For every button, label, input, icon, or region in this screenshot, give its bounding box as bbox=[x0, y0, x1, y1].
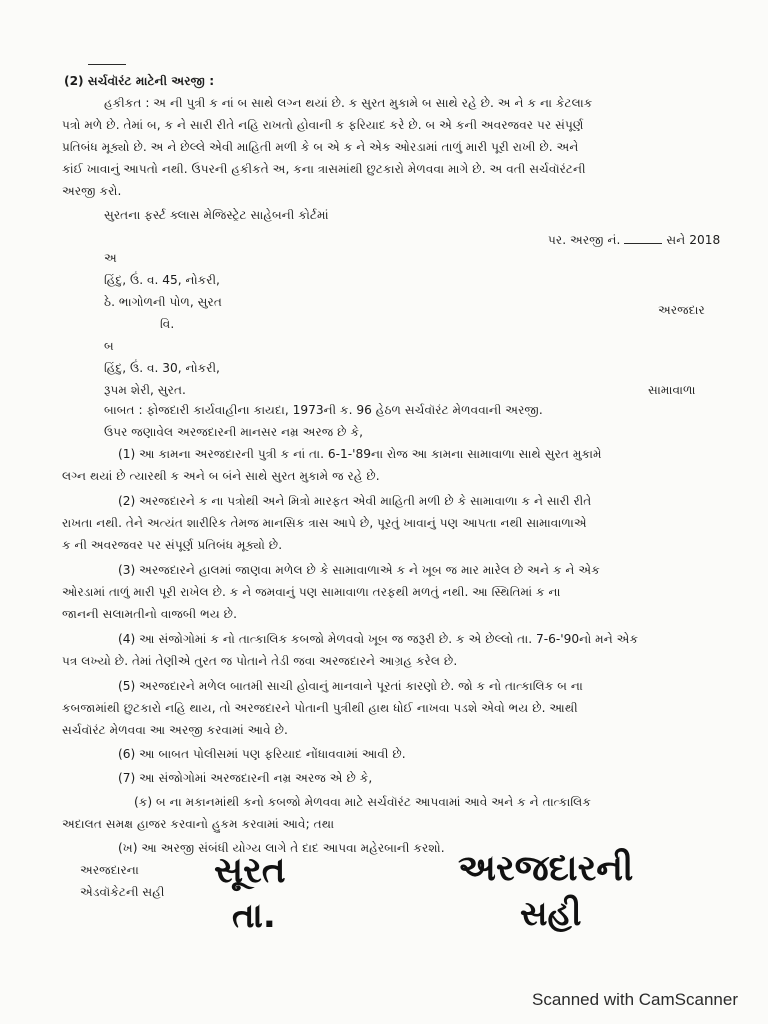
respondent-name: બ bbox=[104, 339, 114, 353]
facts-line-4: કાંઈ ખાવાનું આપતો નથી. ઉપરની હકીકતે અ, કના ત્રાસમાંથી છુટકારો મેળવવા માગે છે. અ વતી સર્ચવૉરંટની bbox=[62, 162, 586, 176]
point-5a: (5) અરજદારને મળેલ બાતમી સાચી હોવાનું માનવાને પૂરતાં કારણો છે. જો ક નો તાત્કાલિક બ ના bbox=[118, 679, 583, 693]
applicant-signature-label: અરજદારની bbox=[458, 848, 634, 889]
applicant-address: ઠે. ભાગોળની પોળ, સુરત bbox=[104, 295, 222, 309]
applicant-details: હિંદુ, ઉં. વ. 45, નોકરી, bbox=[104, 273, 220, 287]
facts-line-2: પત્રો મળે છે. તેમાં બ, ક ને સારી રીતે નહિ રાખતો હોવાની ક ફરિયાદ કરે છે. બ એ કની અવરજવર પર સંપૂર્ણ bbox=[62, 118, 584, 132]
case-number bbox=[548, 232, 720, 249]
respondent-details: હિંદુ, ઉં. વ. 30, નોકરી, bbox=[104, 361, 220, 375]
subject-line: બાબત : ફોજદારી કાર્યવાહીના કાયદા, 1973ની ક. 96 હેઠળ સર્ચવૉરંટ મેળવવાની અરજી. bbox=[104, 403, 543, 417]
prayer-ka-a: (ક) બ ના મકાનમાંથી કનો કબજો મેળવવા માટે સર્ચવૉરંટ આપવામાં આવે અને ક ને તાત્કાલિક bbox=[134, 795, 591, 809]
section-heading: (2) સર્ચવૉરંટ માટેની અરજી : bbox=[64, 74, 215, 88]
court-name: સુરતના ફર્સ્ટ ક્લાસ મેજિસ્ટ્રેટ સાહેબની કોર્ટમાં bbox=[104, 208, 329, 222]
applicant-role: અરજદાર bbox=[658, 303, 705, 317]
point-6: (6) આ બાબત પોલીસમાં પણ ફરિયાદ નોંધાવવામાં આવી છે. bbox=[118, 747, 406, 761]
point-5b: કબજામાંથી છુટકારો નહિ થાય, તો અરજદારને પોતાની પુત્રીથી હાથ ધોઈ નાખવા પડશે એવો ભય છે. આથી bbox=[62, 701, 578, 715]
point-2b: રાખતા નથી. તેને અત્યંત શારીરિક તેમજ માનસિક ત્રાસ આપે છે, પૂરતું ખાવાનું પણ આપતા નથી સામાવાળાએ bbox=[62, 516, 587, 530]
point-3c: જાનની સલામતીનો વાજબી ભય છે. bbox=[62, 607, 237, 621]
point-7: (7) આ સંજોગોમાં અરજદારની નમ્ર અરજ એ છે કે, bbox=[118, 771, 373, 785]
point-3a: (3) અરજદારને હાલમાં જાણવા મળેલ છે કે સામાવાળાએ ક ને ખૂબ જ માર મારેલ છે અને ક ને એક bbox=[118, 563, 600, 577]
intro-line: ઉપર જણાવેલ અરજદારની માનસર નમ્ર અરજ છે કે, bbox=[104, 425, 363, 439]
case-number-blank bbox=[624, 233, 662, 244]
applicant-signature-sahi: સહી bbox=[520, 894, 582, 934]
scanner-watermark: Scanned with CamScanner bbox=[531, 990, 738, 1009]
top-rule bbox=[88, 64, 126, 65]
prayer-ka-b: અદાલત સમક્ષ હાજર કરવાનો હુકમ કરવામાં આવે; તથા bbox=[62, 817, 335, 831]
versus-label: વિ. bbox=[160, 317, 175, 331]
point-1b: લગ્ન થયાં છે ત્યારથી ક અને બ બંને સાથે સુરત મુકામે જ રહે છે. bbox=[62, 469, 380, 483]
respondent-role: સામાવાળા bbox=[648, 383, 696, 397]
applicant-name: અ bbox=[104, 251, 117, 265]
advocate-signature-label-1: અરજદારના bbox=[80, 863, 139, 877]
point-3b: ઓરડામાં તાળું મારી પૂરી રાખેલ છે. ક ને જમવાનું પણ સામાવાળા તરફથી મળતું નથી. આ સ્થિતિમાં ક ના bbox=[62, 585, 561, 599]
prayer-kha: (ખ) આ અરજી સંબંધી યોગ્ય લાગે તે દાદ આપવા મહેરબાની કરશો. bbox=[118, 841, 445, 855]
facts-line-3: પ્રતિબંધ મૂક્યો છે. અ ને છેલ્લે એવી માહિતી મળી કે બ એ ક ને એક ઓરડામાં તાળું મારી પૂરી રાખી છે. અને bbox=[62, 140, 579, 154]
date-label: તા. bbox=[232, 896, 276, 936]
point-4b: પત્ર લખ્યો છે. તેમાં તેણીએ તુરત જ પોતાને તેડી જવા અરજદારને આગ્રહ કરેલ છે. bbox=[62, 654, 458, 668]
facts-line-5: અરજી કરો. bbox=[62, 184, 122, 198]
case-number-prefix: પર. અરજી નં. bbox=[548, 233, 621, 247]
case-number-suffix: સને 2018 bbox=[666, 233, 721, 247]
point-4a: (4) આ સંજોગોમાં ક નો તાત્કાલિક કબજો મેળવવો ખૂબ જ જરૂરી છે. ક એ છેલ્લો તા. 7-6-'90નો મને એક bbox=[118, 632, 639, 646]
point-2a: (2) અરજદારને ક ના પત્રોથી અને મિત્રો મારફત એવી માહિતી મળી છે કે સામાવાળા ક ને સારી રીતે bbox=[118, 494, 592, 508]
point-1a: (1) આ કામના અરજદારની પુત્રી ક નાં તા. 6-1-'89ના રોજ આ કામના સામાવાળા સાથે સુરત મુકામે bbox=[118, 447, 602, 461]
facts-line-1: હકીકત : અ ની પુત્રી ક નાં બ સાથે લગ્ન થયાં છે. ક સુરત મુકામે બ સાથે રહે છે. અ ને ક ના કેટલાક bbox=[104, 96, 593, 110]
respondent-address: રૂપમ શેરી, સુરત. bbox=[104, 383, 186, 397]
point-5c: સર્ચવૉરંટ મેળવવા આ અરજી કરવામાં આવે છે. bbox=[62, 723, 288, 737]
place-label: સૂરત bbox=[214, 850, 286, 891]
advocate-signature-label-2: એડવૉકેટની સહી bbox=[80, 885, 165, 899]
point-2c: ક ની અવરજવર પર સંપૂર્ણ પ્રતિબંધ મૂક્યો છે. bbox=[62, 538, 283, 552]
